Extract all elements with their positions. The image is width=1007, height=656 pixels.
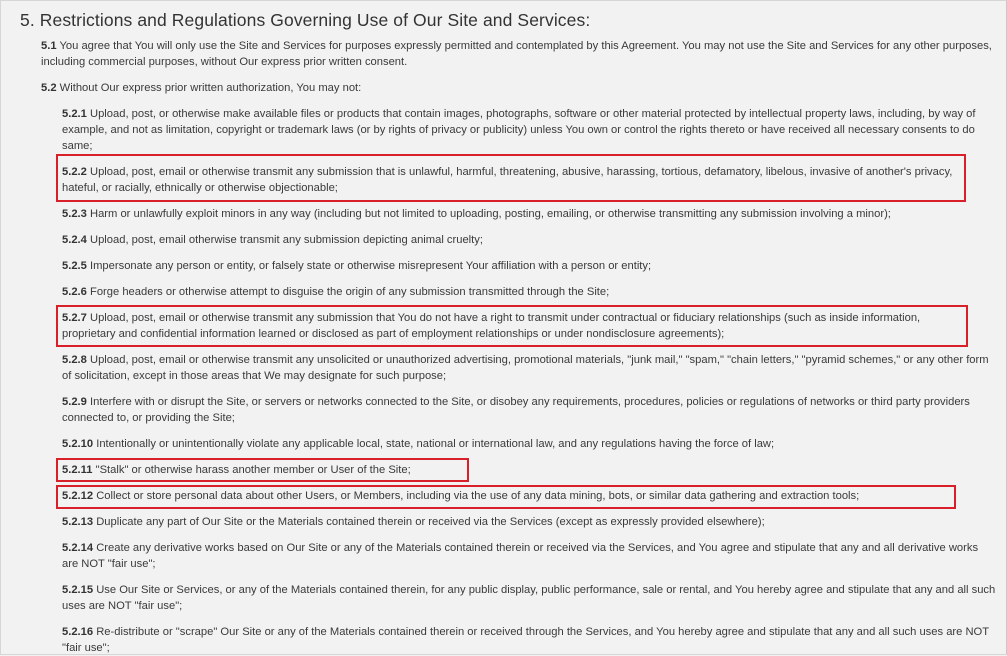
clause-number: 5.1 xyxy=(41,40,57,52)
clause-5-2-15 xyxy=(62,582,997,614)
clause-number: 5.2.14 xyxy=(62,542,94,554)
clause-text: Re-distribute or "scrape" Our Site or any of the Materials contained therein or received through the Services, and You hereby agree and stipulate that any and all such uses are NOT "fair use"; xyxy=(62,626,989,654)
clause-5-2-13 xyxy=(62,514,997,530)
clause-number: 5.2.12 xyxy=(62,490,94,502)
clause-text: Upload, post, email or otherwise transmit any unsolicited or unauthorized advertising, promotional materials, "junk mail," "spam," "chain letters," "pyramid schemes," or any other form of solicitation, except in those areas that We may designate for such purpose; xyxy=(62,354,989,382)
clause-text: Upload, post, or otherwise make available files or products that contain images, photographs, software or other material protected by intellectual property laws, including, by way of example, and not as limitation, copyright or trademark laws (or by rights of privacy or publicity) unless You own or control the rights thereto or have received all necessary consents to do same; xyxy=(62,108,976,152)
clause-number: 5.2.9 xyxy=(62,396,87,408)
clause-number: 5.2.1 xyxy=(62,108,87,120)
clause-number: 5.2.2 xyxy=(62,166,87,178)
clause-text: Upload, post, email or otherwise transmit any submission that is unlawful, harmful, threatening, abusive, harassing, tortious, defamatory, libelous, invasive of another's privacy, hateful, or racially, ethnically or otherwise objectionable; xyxy=(62,166,953,194)
clause-text: Forge headers or otherwise attempt to disguise the origin of any submission transmitted through the Site; xyxy=(86,286,610,298)
clause-5-2-3 xyxy=(62,206,997,222)
clause-text: Use Our Site or Services, or any of the Materials contained therein, for any public display, public performance, sale or rental, and You hereby agree and stipulate that any and all such uses are NOT "fair use"; xyxy=(62,584,996,612)
clause-text: Collect or store personal data about other Users, or Members, including via the use of any data mining, bots, or similar data gathering and extraction tools; xyxy=(93,490,860,502)
clause-text: "Stalk" or otherwise harass another member or User of the Site; xyxy=(92,464,411,476)
clause-number: 5.2.8 xyxy=(62,354,87,366)
clause-5-2-4 xyxy=(62,232,997,248)
clause-number: 5.2 xyxy=(41,82,57,94)
clause-5-2-1 xyxy=(62,106,997,154)
clause-5-2-16 xyxy=(62,624,997,656)
clause-number: 5.2.10 xyxy=(62,438,94,450)
clause-5-2-14 xyxy=(62,540,997,572)
section-title: 5. Restrictions and Regulations Governing Use of Our Site and Services: xyxy=(20,10,591,30)
clause-number: 5.2.11 xyxy=(62,464,93,476)
clause-text: Upload, post, email otherwise transmit any submission depicting animal cruelty; xyxy=(86,234,483,246)
clause-5-2-8 xyxy=(62,352,997,384)
clause-5-2-12 xyxy=(62,488,997,504)
clause-text: Duplicate any part of Our Site or the Materials contained therein or received via the Services (except as expressly provided elsewhere); xyxy=(93,516,765,528)
clause-text: Intentionally or unintentionally violate any applicable local, state, national or international law, and any regulations having the force of law; xyxy=(93,438,775,450)
clause-5-2 xyxy=(41,80,1001,96)
clause-5-2-7 xyxy=(62,310,962,342)
clause-text: Impersonate any person or entity, or falsely state or otherwise misrepresent Your affiliation with a person or entity; xyxy=(86,260,652,272)
clause-text: You agree that You will only use the Site and Services for purposes expressly permitted and contemplated by this Agreement. You may not use the Site and Services for any other purposes, including commercial purposes, without Our express prior written consent. xyxy=(41,40,992,68)
clause-number: 5.2.3 xyxy=(62,208,87,220)
clause-number: 5.2.16 xyxy=(62,626,94,638)
clause-number: 5.2.5 xyxy=(62,260,87,272)
clause-5-2-6 xyxy=(62,284,997,300)
clause-5-2-9 xyxy=(62,394,997,426)
clause-5-2-5 xyxy=(62,258,997,274)
clause-number: 5.2.4 xyxy=(62,234,87,246)
clause-5-2-2 xyxy=(62,164,957,196)
clause-text: Interfere with or disrupt the Site, or servers or networks connected to the Site, or disobey any requirements, procedures, policies or regulations of networks or third party providers connected to, or providing the Site; xyxy=(62,396,970,424)
clause-number: 5.2.7 xyxy=(62,312,87,324)
clause-text: Without Our express prior written authorization, You may not: xyxy=(56,82,362,94)
clause-number: 5.2.6 xyxy=(62,286,87,298)
clause-number: 5.2.15 xyxy=(62,584,94,596)
clause-5-2-11 xyxy=(62,462,997,478)
clause-text: Harm or unlawfully exploit minors in any way (including but not limited to uploading, posting, emailing, or otherwise transmitting any submission involving a minor); xyxy=(86,208,891,220)
clause-text: Create any derivative works based on Our Site or any of the Materials contained therein or received via the Services, and You agree and stipulate that any and all derivative works are NOT "fair use"; xyxy=(62,542,979,570)
clause-5-1 xyxy=(41,38,1001,70)
clause-number: 5.2.13 xyxy=(62,516,94,528)
clause-text: Upload, post, email or otherwise transmit any submission that You do not have a right to transmit under contractual or fiduciary relationships (such as inside information, proprietary and confidential information learned or disclosed as part of employment relationships or under nondisclosure agreements); xyxy=(62,312,921,340)
clause-5-2-10 xyxy=(62,436,997,452)
